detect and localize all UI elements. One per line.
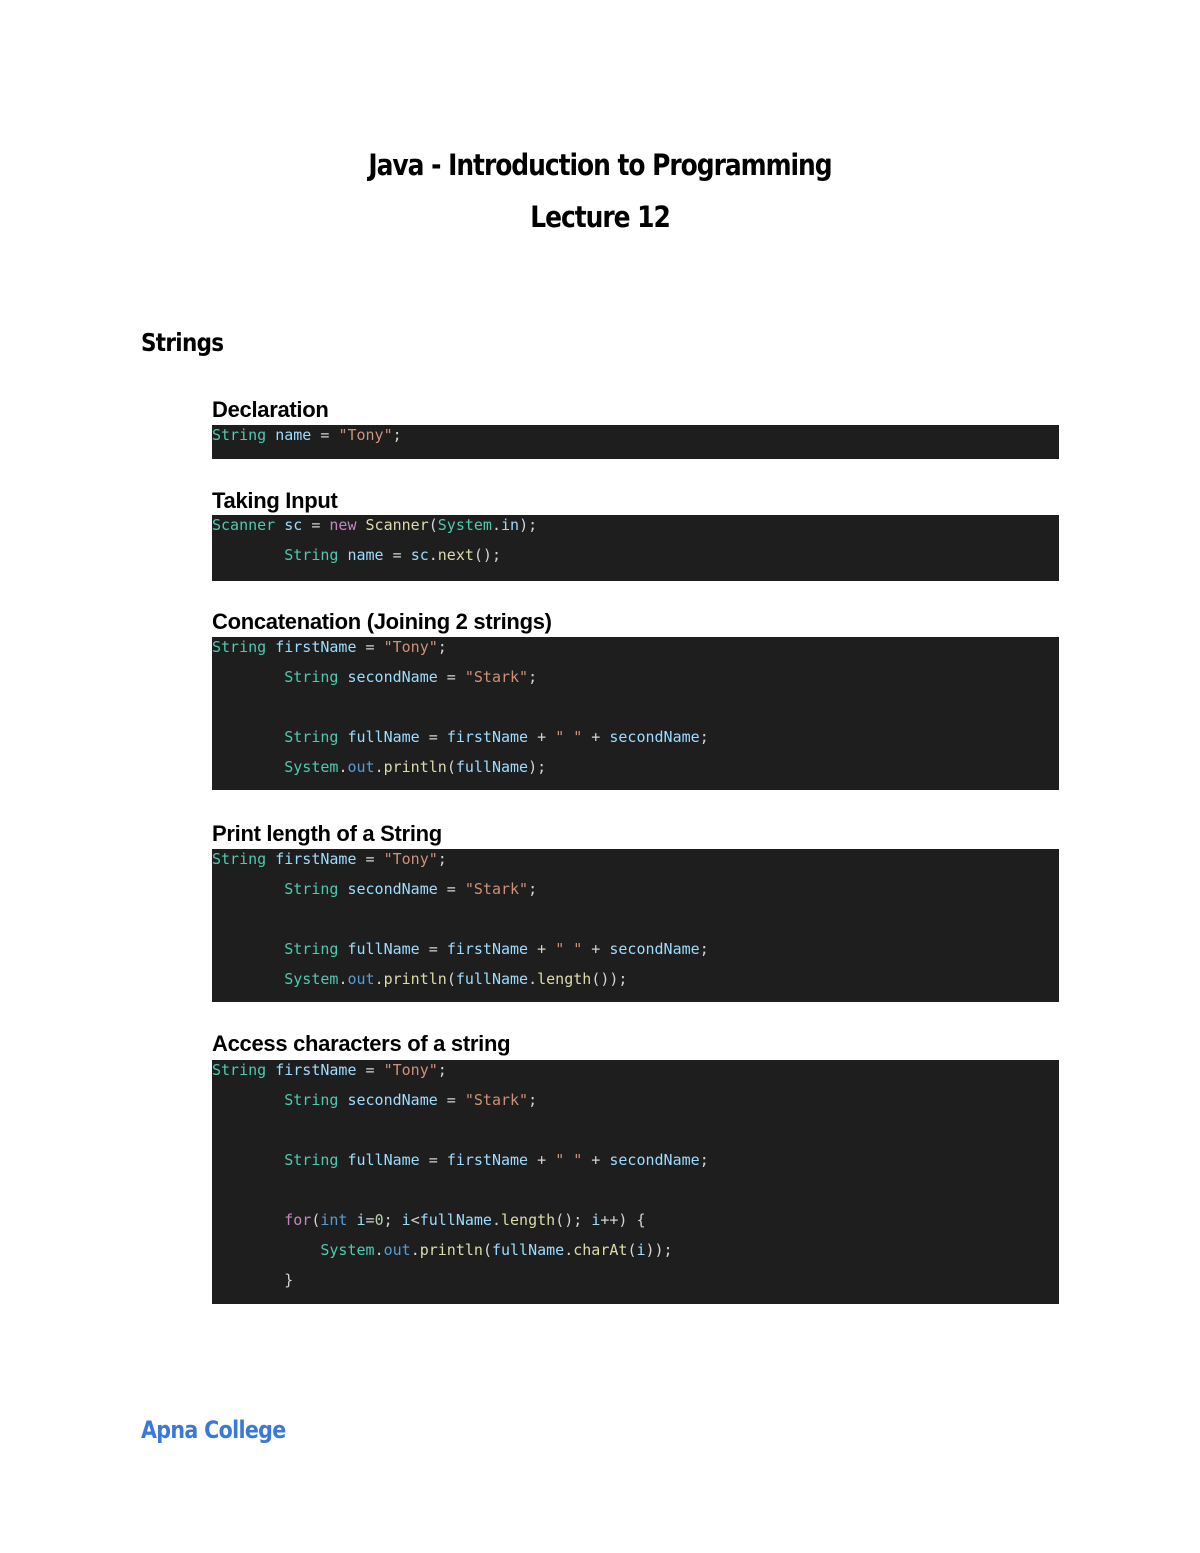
code-token: =	[437, 1091, 465, 1109]
code-token: +	[528, 940, 556, 958]
code-line	[212, 425, 402, 445]
code-token: +	[582, 940, 610, 958]
code-token: .	[410, 1241, 420, 1259]
code-token: in	[501, 516, 520, 534]
code-token	[212, 1151, 284, 1169]
code-token: secondName	[609, 940, 700, 958]
code-token	[212, 728, 284, 746]
code-token: .	[491, 1211, 501, 1229]
code-token: .	[491, 516, 501, 534]
code-token: firstName	[275, 1061, 357, 1079]
code-token: =	[302, 516, 330, 534]
code-token: ;	[437, 638, 447, 656]
code-token: for	[284, 1211, 312, 1229]
code-token: "Tony"	[383, 1061, 438, 1079]
code-token	[212, 1271, 284, 1289]
heading-access-characters: Access characters of a string	[212, 1031, 511, 1056]
code-token: length	[501, 1211, 556, 1229]
code-token: sc	[284, 516, 303, 534]
heading-taking-input: Taking Input	[212, 488, 338, 513]
code-token: name	[347, 546, 384, 564]
code-token: firstName	[446, 728, 529, 746]
code-token: (	[428, 516, 438, 534]
code-token: "Tony"	[383, 638, 438, 656]
code-token: println	[383, 758, 447, 776]
code-token: ));	[645, 1241, 673, 1259]
code-token	[212, 970, 284, 988]
code-token: =	[356, 1061, 384, 1079]
code-token: i	[401, 1211, 411, 1229]
heading-concatenation: Concatenation (Joining 2 strings)	[212, 609, 552, 634]
code-token	[212, 1211, 284, 1229]
code-token: i	[356, 1211, 366, 1229]
code-token: secondName	[609, 1151, 700, 1169]
code-token: next	[437, 546, 474, 564]
code-line	[212, 1270, 293, 1290]
heading-declaration: Declaration	[212, 397, 329, 422]
code-line	[212, 667, 537, 687]
code-token: ;	[528, 1091, 538, 1109]
code-token: name	[275, 426, 312, 444]
code-token: "Tony"	[338, 426, 393, 444]
code-token: String	[212, 638, 267, 656]
code-token	[212, 940, 284, 958]
document-title: Java - Introduction to Programming	[368, 148, 832, 182]
section-title-strings: Strings	[141, 328, 224, 357]
code-token: new	[329, 516, 357, 534]
code-token: "Stark"	[464, 880, 529, 898]
code-token: .	[374, 970, 384, 988]
code-token: String	[284, 546, 339, 564]
code-token: 0	[374, 1211, 384, 1229]
code-token: String	[212, 1061, 267, 1079]
code-token: (	[482, 1241, 492, 1259]
code-token: ;	[383, 1211, 402, 1229]
code-token: ;	[392, 426, 402, 444]
code-token: " "	[555, 728, 583, 746]
code-token	[266, 426, 275, 444]
code-line	[212, 939, 709, 959]
code-token	[212, 880, 284, 898]
code-token: String	[212, 426, 267, 444]
code-token: String	[284, 668, 339, 686]
code-token: out	[347, 758, 375, 776]
code-token: secondName	[347, 880, 438, 898]
code-line	[212, 969, 627, 989]
code-token: "Stark"	[464, 1091, 529, 1109]
code-token: fullName	[455, 970, 529, 988]
code-token: }	[284, 1271, 294, 1289]
code-token: secondName	[347, 1091, 438, 1109]
code-token	[275, 516, 284, 534]
code-line	[212, 1150, 709, 1170]
code-token: " "	[555, 940, 583, 958]
code-token: ());	[591, 970, 628, 988]
code-line	[212, 515, 537, 535]
code-token: sc	[410, 546, 429, 564]
code-token: String	[284, 728, 339, 746]
code-token: ();	[555, 1211, 592, 1229]
code-token: secondName	[609, 728, 700, 746]
code-token: .	[338, 758, 348, 776]
code-token: =	[356, 850, 384, 868]
code-token: System	[437, 516, 492, 534]
code-token: System	[284, 758, 339, 776]
code-block-declaration	[212, 425, 1059, 459]
code-token: .	[338, 970, 348, 988]
code-line	[212, 879, 537, 899]
code-line	[212, 637, 447, 657]
code-token	[266, 850, 275, 868]
code-line	[212, 849, 447, 869]
code-token: String	[284, 940, 339, 958]
code-token: );	[519, 516, 538, 534]
code-line	[212, 1060, 447, 1080]
code-token: String	[284, 1091, 339, 1109]
code-token: charAt	[573, 1241, 628, 1259]
footer-brand: Apna College	[141, 1416, 286, 1444]
code-token: .	[528, 970, 538, 988]
code-token: ++) {	[600, 1211, 646, 1229]
code-token: +	[528, 1151, 556, 1169]
code-token: firstName	[446, 940, 529, 958]
code-token: String	[284, 1151, 339, 1169]
code-token: =	[437, 880, 465, 898]
code-token: =	[419, 1151, 447, 1169]
code-token: .	[374, 1241, 384, 1259]
code-token: fullName	[419, 1211, 492, 1229]
code-token	[212, 546, 284, 564]
code-token: out	[383, 1241, 411, 1259]
code-token: fullName	[347, 940, 420, 958]
code-token: Scanner	[212, 516, 276, 534]
code-token: );	[528, 758, 547, 776]
code-line	[212, 727, 709, 747]
code-token: ;	[528, 668, 538, 686]
code-token: secondName	[347, 668, 438, 686]
code-token	[212, 758, 284, 776]
code-token: =	[437, 668, 465, 686]
code-block-concatenation	[212, 637, 1059, 790]
code-token: =	[356, 638, 384, 656]
code-token: +	[528, 728, 556, 746]
code-token: ;	[437, 850, 447, 868]
code-token: fullName	[347, 728, 420, 746]
code-token: (	[311, 1211, 321, 1229]
code-token: .	[428, 546, 438, 564]
code-token: =	[311, 426, 339, 444]
code-token: Scanner	[365, 516, 429, 534]
code-token: =	[383, 546, 411, 564]
lecture-number: Lecture 12	[530, 200, 670, 234]
code-token: out	[347, 970, 375, 988]
code-token: fullName	[455, 758, 529, 776]
code-token: "Stark"	[464, 668, 529, 686]
code-token: " "	[555, 1151, 583, 1169]
code-token: ;	[437, 1061, 447, 1079]
code-token: firstName	[275, 638, 357, 656]
code-token: firstName	[275, 850, 357, 868]
code-token: fullName	[491, 1241, 565, 1259]
code-line	[212, 1090, 537, 1110]
code-token: (	[627, 1241, 637, 1259]
code-token: ;	[699, 1151, 709, 1169]
code-token: fullName	[347, 1151, 420, 1169]
heading-print-length: Print length of a String	[212, 821, 442, 846]
code-token	[266, 1061, 275, 1079]
code-line	[212, 1240, 673, 1260]
code-token: "Tony"	[383, 850, 438, 868]
code-line	[212, 1210, 646, 1230]
code-token: System	[320, 1241, 375, 1259]
code-token: .	[374, 758, 384, 776]
code-token: println	[419, 1241, 483, 1259]
code-token: println	[383, 970, 447, 988]
code-token: i	[591, 1211, 601, 1229]
code-token	[347, 1211, 356, 1229]
code-token: String	[212, 850, 267, 868]
code-token: ;	[699, 940, 709, 958]
code-token: =	[365, 1211, 375, 1229]
code-block-access-characters	[212, 1060, 1059, 1304]
code-token: ;	[699, 728, 709, 746]
code-block-print-length	[212, 849, 1059, 1002]
code-token	[212, 668, 284, 686]
code-token: =	[419, 940, 447, 958]
code-token	[212, 1241, 320, 1259]
code-block-taking-input	[212, 515, 1059, 581]
code-token	[266, 638, 275, 656]
code-token: ();	[473, 546, 501, 564]
code-token	[212, 1091, 284, 1109]
code-token: (	[446, 758, 456, 776]
code-token: length	[537, 970, 592, 988]
code-token	[357, 516, 366, 534]
code-token: int	[320, 1211, 348, 1229]
code-token: =	[419, 728, 447, 746]
code-token: +	[582, 728, 610, 746]
code-line	[212, 757, 546, 777]
code-token: +	[582, 1151, 610, 1169]
code-token: firstName	[446, 1151, 529, 1169]
code-token: System	[284, 970, 339, 988]
code-token: String	[284, 880, 339, 898]
code-token: .	[564, 1241, 574, 1259]
code-token: (	[446, 970, 456, 988]
code-token: ;	[528, 880, 538, 898]
code-token: i	[636, 1241, 646, 1259]
code-token: <	[410, 1211, 420, 1229]
code-line	[212, 545, 501, 565]
